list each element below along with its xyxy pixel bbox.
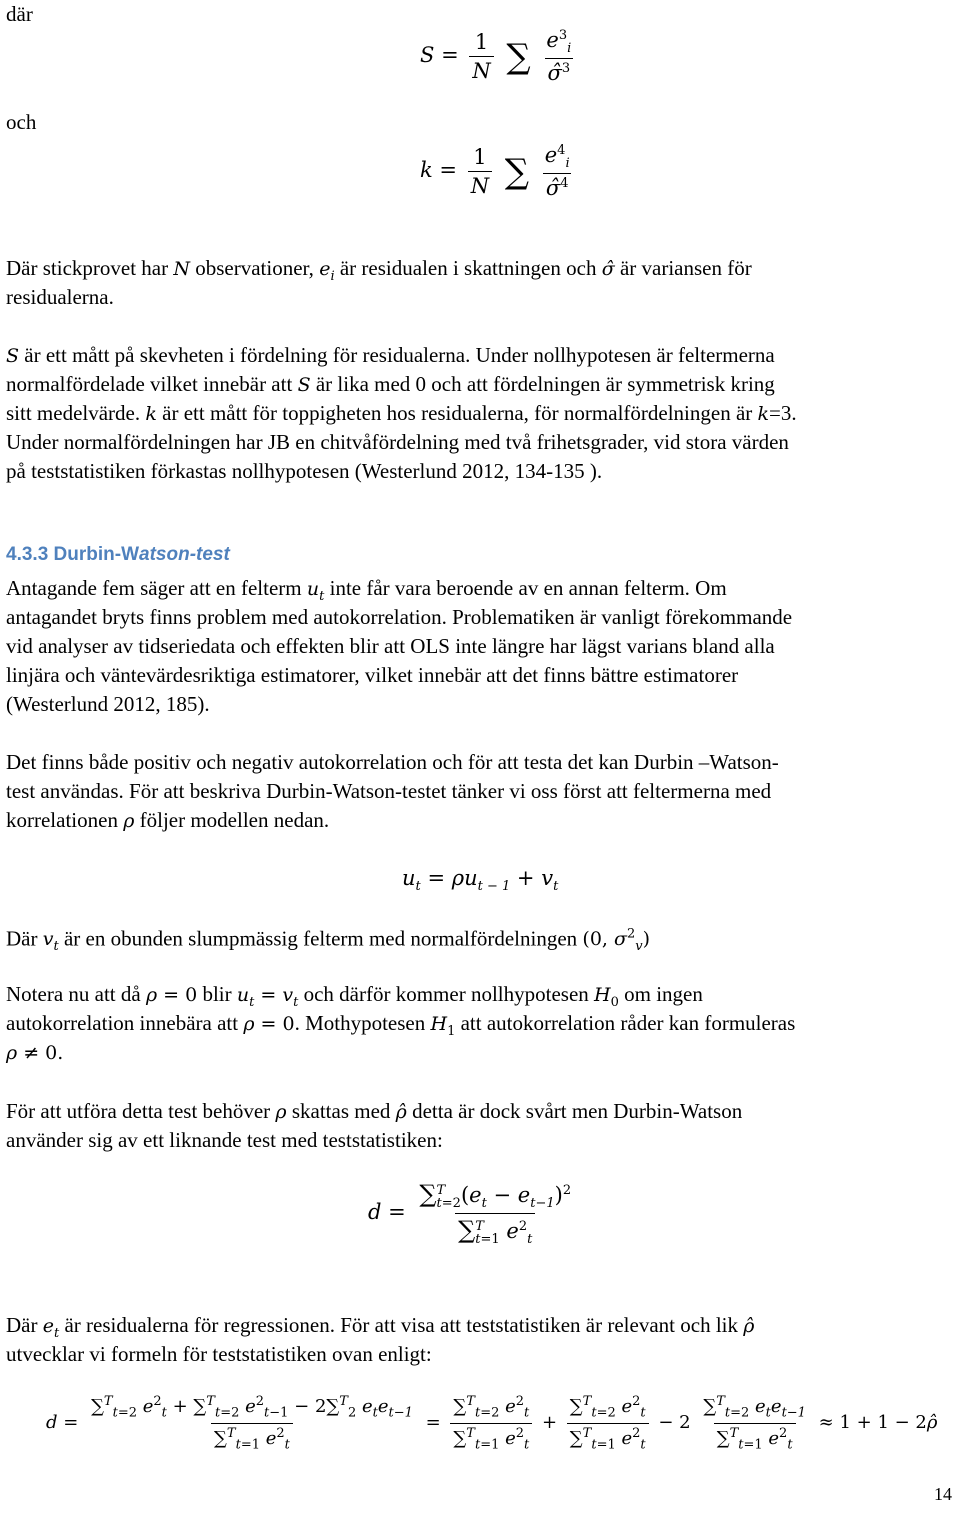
equation-expansion: d = $\frac{\sum^T_{t=2} e^2_t + \sum^T_{t=2} e^2_{t-1} - 2\sum^T_2 e_te_{t-1}}{\sum^T_{t=1} e^2_t}$ = $\frac{\sum^T_{t=2} e^2_t}{\sum^T_{t=1} e^2_t}$ + $\frac{\sum^T_{t=2} e^2_t}{\sum^T_{t=1} e^2_t}$ − 2 $\frac{\sum^T_{t=2} e_te_{t-1}}{\sum^T_{t=1} e^2_t}$ ≈ 1 + 1 − 2ρ̂ xyxy=(46,1394,938,1453)
paragraph-6: Där $v_t$ är en obunden slumpmässig felterm med normalfördelningen (0, $\sigma^2_v$) xyxy=(6,926,651,955)
paragraph-5-line-3: korrelationen ρ följer modellen nedan. xyxy=(6,808,330,832)
paragraph-8-line-2: använder sig av ett liknande test med teststatistiken: xyxy=(6,1128,443,1152)
paragraph-9-line-2: utvecklar vi formeln för teststatistiken ovan enligt: xyxy=(6,1342,432,1366)
paragraph-8-line-1: För att utföra detta test behöver ρ skattas med ρ̂ detta är dock svårt men Durbin-Watson xyxy=(6,1099,743,1123)
paragraph-2-line-3: sitt medelvärde. k är ett mått för toppigheten hos residualerna, för normalfördelningen är k=3. xyxy=(6,401,797,425)
paragraph-9-line-1: Där $e_t$ är residualerna för regressionen. För att visa att teststatistiken är relevant och lik ρ̂ xyxy=(6,1313,755,1341)
paragraph-1-line-2: residualerna. xyxy=(6,285,114,309)
paragraph-7-line-2: autokorrelation innebära att ρ = 0. Mothypotesen $H_1$ att autokorrelation råder kan formuleras xyxy=(6,1011,796,1039)
paragraph-4-line-5: (Westerlund 2012, 185). xyxy=(6,692,210,716)
equation-ar1: $u_t = \rho u_{t - 1} + v_t$ xyxy=(402,866,559,895)
paragraph-3-line-2: på teststatistiken förkastas nollhypotesen (Westerlund 2012, 134-135 ). xyxy=(6,459,603,483)
paragraph-5-line-1: Det finns både positiv och negativ autokorrelation och för att testa det kan Durbin –Watson- xyxy=(6,750,779,774)
equation-skewness: S = $\frac{1}{N}$ ∑ $\frac{e^3_i}{\sigmâ^3}$ xyxy=(420,28,572,86)
paragraph-5-line-2: test användas. För att beskriva Durbin-Watson-testet tänker vi oss först att feltermerna med xyxy=(6,779,772,803)
equation-durbin-watson: d = ∑ T t=2 $(e_t - e_{t-1})^2$ ∑ T t=1 $e^2_t$ xyxy=(368,1180,572,1248)
paragraph-7-line-1: Notera nu att då ρ = 0 blir $u_t = v_t$ och därför kommer nollhypotesen $H_0$ om ingen xyxy=(6,982,703,1010)
paragraph-4-line-1: Antagande fem säger att en felterm $u_t$ inte får vara beroende av en annan felterm. Om xyxy=(6,576,727,604)
text-och: och xyxy=(6,110,37,134)
paragraph-4-line-3: vid analyser av tidseriedata och effekten blir att OLS inte längre har lägst varians bland alla xyxy=(6,634,775,658)
paragraph-2-line-2: normalfördelade vilket innebär att S är lika med 0 och att fördelningen är symmetrisk kring xyxy=(6,372,775,396)
equation-kurtosis: k = $\frac{1}{N}$ ∑ $\frac{e^4_i}{\sigmâ^4}$ xyxy=(420,143,570,201)
paragraph-7-line-3: ρ ≠ 0. xyxy=(6,1042,64,1064)
page-number: 14 xyxy=(934,1484,952,1504)
paragraph-4-line-2: antagandet bryts finns problem med autokorrelation. Problematiken är vanligt förekommande xyxy=(6,605,793,629)
paragraph-4-line-4: linjära och väntevärdesriktiga estimatorer, vilket innebär att det finns bättre estimatorer xyxy=(6,663,739,687)
paragraph-3-line-1: Under normalfördelningen har JB en chitvåfördelning med två frihetsgrader, vid stora värden xyxy=(6,430,789,454)
text-dar: där xyxy=(6,2,33,26)
paragraph-1-line-1: Där stickprovet har N observationer, $e_i$ är residualen i skattningen och σ̂ är variansen för xyxy=(6,256,752,284)
paragraph-2-line-1: S är ett mått på skevheten i fördelning för residualerna. Under nollhypotesen är feltermerna xyxy=(6,343,775,367)
section-heading: 4.3.3 Durbin-Watson-test xyxy=(6,544,230,565)
